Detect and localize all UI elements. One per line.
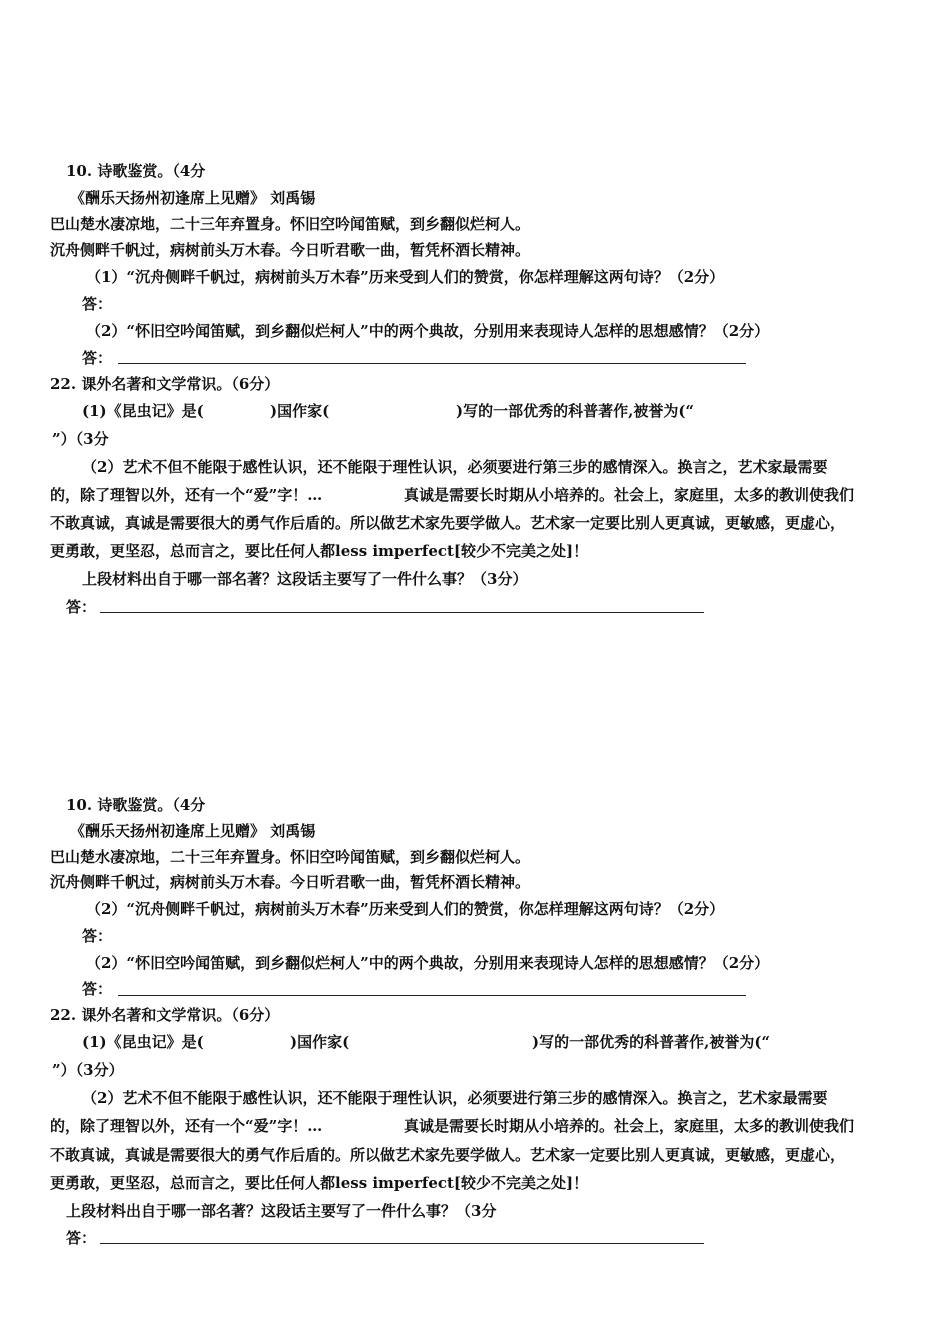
section-22-heading: 22. 课外名著和文学常识。（6分） <box>50 1006 280 1024</box>
answer-line-2[interactable] <box>118 995 746 996</box>
kunchongji-prompt: (1)《昆虫记》是( <box>82 402 204 420</box>
passage-line-2a: 的，除了理智以外，还有一个“爱”字！… <box>50 486 323 504</box>
poem-line-1: 巴山楚水凄凉地，二十三年弃置身。怀旧空吟闻笛赋，到乡翻似烂柯人。 <box>50 848 531 866</box>
question-3: 上段材料出自于哪一部名著？这段话主要写了一件什么事？（3分 <box>66 1202 497 1220</box>
passage-line-2a: 的，除了理智以外，还有一个“爱”字！… <box>50 1117 323 1135</box>
kunchongji-country: )国作家( <box>290 1033 350 1051</box>
answer-label-3: 答： <box>66 598 97 616</box>
kunchongji-praise: )写的一部优秀的科普著作,被誉为(“ <box>456 402 695 420</box>
kunchongji-praise: )写的一部优秀的科普著作,被誉为(“ <box>532 1033 771 1051</box>
kunchongji-prompt: (1)《昆虫记》是( <box>82 1033 204 1051</box>
answer-line-3[interactable] <box>100 1243 704 1244</box>
answer-label-3: 答： <box>66 1229 97 1247</box>
answer-line-2[interactable] <box>118 363 746 364</box>
poem-line-2: 沉舟侧畔千帆过，病树前头万木春。今日听君歌一曲，暂凭杯酒长精神。 <box>50 241 531 259</box>
answer-line-3[interactable] <box>100 612 704 613</box>
passage-line-4: 更勇敢，更坚忍，总而言之，要比任何人都less imperfect[较少不完美之处]！ <box>50 1174 589 1192</box>
passage-line-3: 不敢真诚，真诚是需要很大的勇气作后盾的。所以做艺术家先要学做人。艺术家一定要比别人更真诚，更敏感，更虚心， <box>50 514 846 532</box>
question-1: （2）“沉舟侧畔千帆过，病树前头万木春”历来受到人们的赞赏，你怎样理解这两句诗？（2分） <box>86 900 725 918</box>
question-2: （2）“怀旧空吟闻笛赋，到乡翻似烂柯人”中的两个典故，分别用来表现诗人怎样的思想感情？（2分） <box>86 954 770 972</box>
passage-line-2b: 真诚是需要长时期从小培养的。社会上，家庭里，太多的教训使我们 <box>404 486 855 504</box>
kunchongji-country: )国作家( <box>270 402 330 420</box>
poem-title: 《酬乐天扬州初逢席上见赠》 刘禹锡 <box>70 189 316 207</box>
poetry-heading: 10. 诗歌鉴赏。（4分 <box>66 162 206 180</box>
section-22-heading: 22. 课外名著和文学常识。（6分） <box>50 375 280 393</box>
question-3: 上段材料出自于哪一部名著？这段话主要写了一件什么事？（3分） <box>82 570 528 588</box>
poem-line-2: 沉舟侧畔千帆过，病树前头万木春。今日听君歌一曲，暂凭杯酒长精神。 <box>50 873 531 891</box>
question-1: （1）“沉舟侧畔千帆过，病树前头万木春”历来受到人们的赞赏，你怎样理解这两句诗？（2分） <box>86 268 725 286</box>
poem-line-1: 巴山楚水凄凉地，二十三年弃置身。怀旧空吟闻笛赋，到乡翻似烂柯人。 <box>50 215 531 233</box>
passage-line-1: （2）艺术不但不能限于感性认识，还不能限于理性认识，必须要进行第三步的感情深入。换言之，艺术家最需要 <box>82 1089 828 1107</box>
passage-line-2b: 真诚是需要长时期从小培养的。社会上，家庭里，太多的教训使我们 <box>404 1117 855 1135</box>
answer-label-1: 答： <box>82 927 113 945</box>
kunchongji-score: ”）（3分） <box>52 1061 124 1079</box>
answer-label-2: 答： <box>82 980 113 998</box>
passage-line-1: （2）艺术不但不能限于感性认识，还不能限于理性认识，必须要进行第三步的感情深入。换言之，艺术家最需要 <box>82 458 828 476</box>
answer-label-1: 答： <box>82 295 113 313</box>
poem-title: 《酬乐天扬州初逢席上见赠》 刘禹锡 <box>70 822 316 840</box>
kunchongji-score: ”）（3分 <box>52 430 109 448</box>
passage-line-4: 更勇敢，更坚忍，总而言之，要比任何人都less imperfect[较少不完美之处]！ <box>50 542 589 560</box>
passage-line-3: 不敢真诚，真诚是需要很大的勇气作后盾的。所以做艺术家先要学做人。艺术家一定要比别人更真诚，更敏感，更虚心， <box>50 1146 846 1164</box>
question-2: （2）“怀旧空吟闻笛赋，到乡翻似烂柯人”中的两个典故，分别用来表现诗人怎样的思想感情？（2分） <box>86 322 770 340</box>
poetry-heading: 10. 诗歌鉴赏。（4分 <box>66 796 206 814</box>
answer-label-2: 答： <box>82 349 113 367</box>
